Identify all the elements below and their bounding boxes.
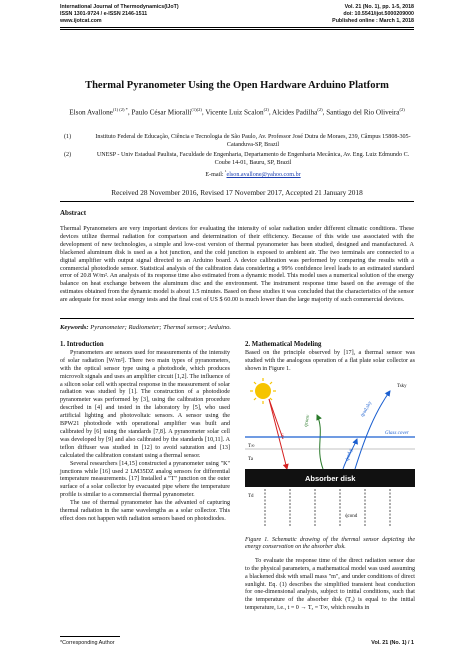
s-label: S <box>281 433 284 439</box>
paper-title: Thermal Pyranometer Using the Open Hardware Arduino Platform <box>85 80 389 91</box>
t-inf-label: T∞ <box>248 443 255 449</box>
abstract-heading: Abstract <box>60 209 87 217</box>
t-sky-label: Tsky <box>397 383 407 389</box>
figure-1 <box>245 377 415 535</box>
affiliation-text: Instituto Federal de Educação, Ciência e Tecnologia de São Paulo, Av. Professor José Dutra de Moraes, 239, Câmpus 15808-305-Catanduva-SP, Brazil <box>95 134 411 149</box>
author-sup: (2) <box>399 107 405 112</box>
author-name: Paulo César Mioralli <box>131 108 192 117</box>
keywords <box>60 324 414 331</box>
journal-site: www.ijotcat.com <box>60 18 102 24</box>
q-cond-label: q̇cond <box>345 513 358 519</box>
intro-paragraph: The use of thermal pyranometer has the advanted of capturing thermal radiation in the same wavelengths as a solar collector. This effect does not happen with radiation sensors based on photodiodes. <box>60 500 230 522</box>
affiliation-mark: (1) <box>64 134 72 140</box>
author-sup: (2) <box>317 107 323 112</box>
convection-arrow <box>317 415 323 469</box>
journal-header-right <box>332 4 414 25</box>
published-date: Published online : March 1, 2018 <box>332 18 414 24</box>
footnote-rule <box>60 636 120 637</box>
affiliation-1 <box>64 133 414 149</box>
q-conv-label: q̇conv <box>304 414 312 427</box>
math-paragraph: To evaluate the response time of the direct radiation sensor due to the physical parameters, a mathematical model was used assuming a blackened disk with small mass "m", and under conditions of direct sunlight. Eq. (1) describes the simplified transient heat conduction for one-dimensional analysis, subject to initial conditions, such that the temperature of the absorber disk (Tₐ) is equal to the initial temperature, i.e., t = 0 → Tₐ = T∞, which results in <box>245 557 415 612</box>
q-rad-sky-label: q̇rad,sky <box>360 400 374 418</box>
keywords-text: Pyranometer; Radiometer; Thermal sensor; Arduino. <box>90 324 232 331</box>
q-rad-g-label: q̇rad,g <box>345 447 355 462</box>
author-name: Vicente Luiz Scalon <box>205 108 264 117</box>
glass-label: Glass cover <box>385 430 409 436</box>
doi: doi: 10.5541/ijot.5000209000 <box>343 11 414 17</box>
header-rule-2 <box>60 29 414 30</box>
keywords-label: Keywords: <box>60 324 89 331</box>
author-sup: (1) (2) * <box>112 107 128 112</box>
t-a-label: Ta <box>248 456 253 462</box>
author-name: Alcides Padilha <box>272 108 318 117</box>
solar-ray <box>269 399 283 439</box>
sun-icon <box>250 378 276 404</box>
journal-issn: ISSN 1301-9724 / e-ISSN 2146-1511 <box>60 11 148 17</box>
intro-paragraph: Pyranometers are sensors used for measurements of the intensity of solar radiation [W/m²]. There two main types of pyranometers, with the optical sensor type using a photodiode, which produces microvolt signals and uses an amplifier circuit [1,2]. The influence of a silicon solar cell with spectral response in the measurement of solar radiation was studied by [1]. The construction of a photodiode pyranometer was performed by [3], using the calibration procedure described in [4] and tested in the laboratory by [5], who used artificial lighting and photovoltaic sensors. A sensor using the BPW21 photodiode with operational amplifier was built and calibrated by [6] using the standards [7,8]. A pyranometer solar cell was developed by [9] and also calibrated by the standards [10,11]. A teflon diffuser was studied in [12] to avoid saturation and [13] calculated the calibration constant using a thermal sensor. <box>60 349 230 459</box>
author-name: Santiago del Rio Oliveira <box>326 108 400 117</box>
sensor-diagram <box>245 377 415 535</box>
t-d-label: Td <box>248 493 254 499</box>
affiliation-2 <box>64 151 414 167</box>
solar-ray <box>269 399 287 469</box>
math-heading: 2. Mathematical Modeling <box>245 341 322 348</box>
author-name: Elson Avallone <box>69 108 113 117</box>
intro-paragraph: Several researchers [14,15] constructed a pyranometer using "K" junctions while [16] used 2 LM35DZ analog sensors for differential temperature measurements. [17] Installed a "T" junction on the outer surface of a solar collector by evacuated pipe where the temperature profile is similar to a commercial thermal pyranometer. <box>60 460 230 499</box>
disk-label: Absorber disk <box>305 473 356 483</box>
affiliation-text: UNESP - Univ Estadual Paulista, Faculdade de Engenharia, Departamento de Engenharia Mecânica, Av. Eng. Luiz Edmundo C. Coube 14-01, Bauru, SP, Brazil <box>96 152 410 167</box>
affiliation-mark: (2) <box>64 152 72 158</box>
email-line <box>64 168 414 179</box>
corresponding-author-note: *Corresponding Author <box>60 640 115 646</box>
abstract-text: Thermal Pyranometers are very important devices for evaluating the intensity of solar radiation under different climatic conditions. These devices utilize thermal radiation for comparison and determination of their efficiency. Because of this wide use associated with the development of new technologies, a simple and low-cost version of thermal pyranometer has been studied, designed and manufactured. A blackened aluminum disk is used as a hot junction, and the cold junction is exposed to ambient air. The two terminals are connected to a digital amplifier with output signal directed to an Arduino board. A device calibration was performed by comparing the results with a commercial photodiode sensor. Statistical analysis of the calibration data considering a 99% confidence level leads to an estimated standard error of 20.8 W/m². An analysis of its response time also estimated from a dynamic model. This model uses a numerical solution of the energy balance on heat exchange between the aluminum disc and the environment. The instrument response time based on the average of the estimates obtained from the dynamic model is about 1.5 minutes. Based on these studies it was concluded that the characteristics of the sensor are adequate for most solar energy tests and the final cost of US $ 60.00 is much lower than the large majority of such commercial devices. <box>60 225 414 304</box>
math-paragraph: Based on the principle observed by [17], a thermal sensor was studied with the analogous operation of a flat plate solar collector as shown in Figure 1. <box>245 349 415 372</box>
email-link[interactable]: elson.avallone@yahoo.com.br <box>226 172 301 179</box>
page-number: Vol. 21 (No. 1) / 1 <box>371 640 414 646</box>
received-dates: Received 28 November 2016, Revised 17 November 2017, Accepted 21 January 2018 <box>111 188 363 197</box>
sky-radiation-arrow <box>355 391 390 469</box>
figure-caption: Figure 1. Schematic drawing of the thermal sensor depicting the energy conservation on the absorber disk. <box>245 536 415 551</box>
right-column <box>245 341 415 613</box>
author-list: Elson Avallone$^{(1) (2) *}$, Paulo César Mioralli$^{(1)(2)}$, Vicente Luiz Scalon$^{(2)}$, Alcides Padilha$^{(2)}$, Santiago del Rio Oliveira$^{(2)}$ <box>69 107 405 117</box>
abstract-bottom-rule <box>60 318 414 319</box>
email-label: E-mail: <box>205 172 224 179</box>
journal-name: International Journal of Thermodynamics(IJoT) <box>60 4 179 10</box>
volume-info: Vol. 21 (No. 1), pp. 1-5, 2018 <box>344 4 414 10</box>
header-rule <box>60 27 414 28</box>
email-prefix: ¹ <box>225 169 227 174</box>
journal-header-left <box>60 4 179 25</box>
author-sup: (1)(2) <box>191 107 202 112</box>
intro-heading: 1. Introduction <box>60 341 104 348</box>
author-sup: (2) <box>263 107 269 112</box>
left-column <box>60 341 230 524</box>
